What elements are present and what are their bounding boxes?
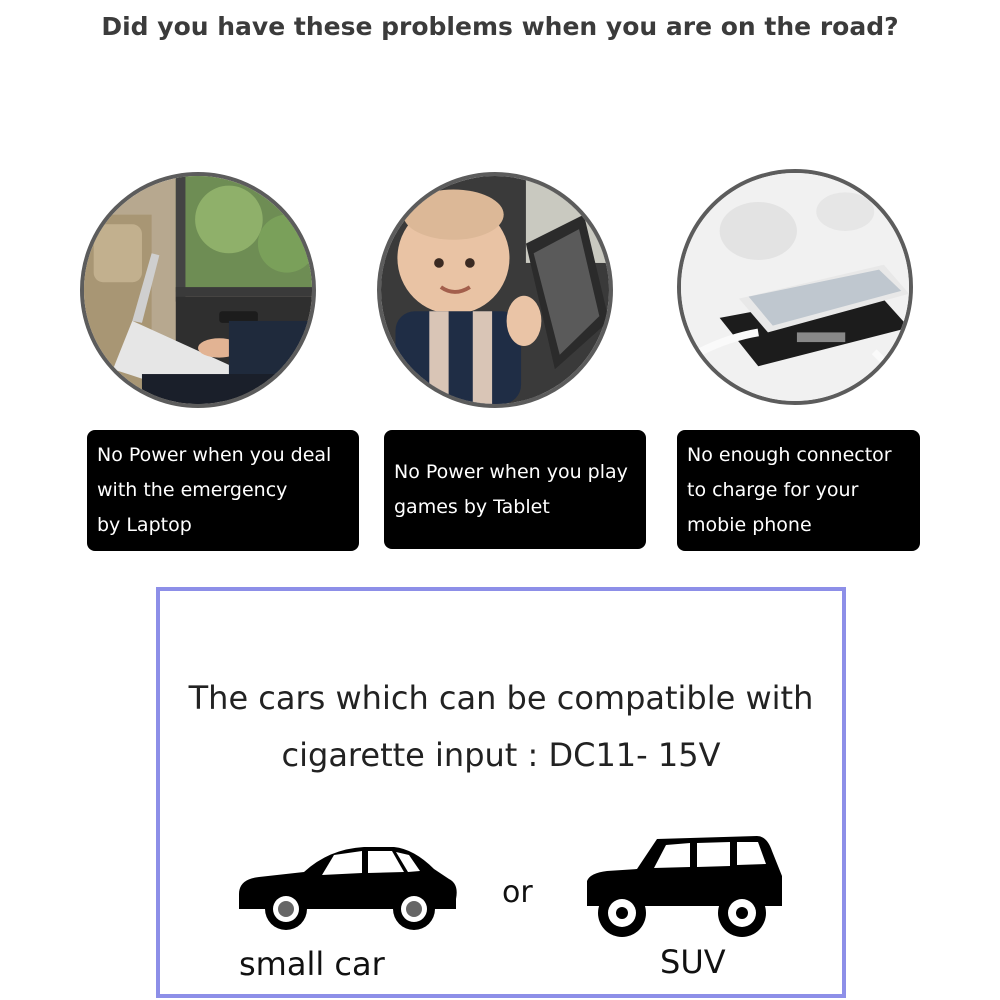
problem-caption-phone: [677, 430, 920, 551]
suv-icon: [582, 831, 792, 941]
or-label: or: [502, 875, 533, 910]
caption-line: with the emergency: [97, 479, 288, 501]
caption-line: games by Tablet: [394, 495, 550, 518]
laptop-in-car-photo: [80, 172, 316, 408]
compatibility-line-2: cigarette input : DC11- 15V: [281, 736, 721, 774]
problem-caption-tablet: [384, 430, 646, 549]
problem-caption-laptop: [87, 430, 359, 551]
caption-line: by Laptop: [97, 514, 192, 536]
suv-label: SUV: [660, 943, 726, 981]
caption-line: to charge for your: [687, 479, 859, 501]
small-car-label: small car: [239, 945, 385, 983]
compatibility-panel: [156, 587, 846, 998]
caption-line: No Power when you deal: [97, 444, 332, 466]
compatibility-line-1: The cars which can be compatible with: [188, 679, 814, 717]
caption-line: No enough connector: [687, 444, 892, 466]
child-with-tablet-photo: [377, 172, 613, 408]
phone-charging-photo: [677, 169, 913, 405]
caption-line: mobie phone: [687, 514, 812, 536]
page-headline: Did you have these problems when you are on the road?: [101, 12, 899, 41]
caption-line: No Power when you play: [394, 460, 628, 483]
small-car-icon: [234, 839, 464, 934]
